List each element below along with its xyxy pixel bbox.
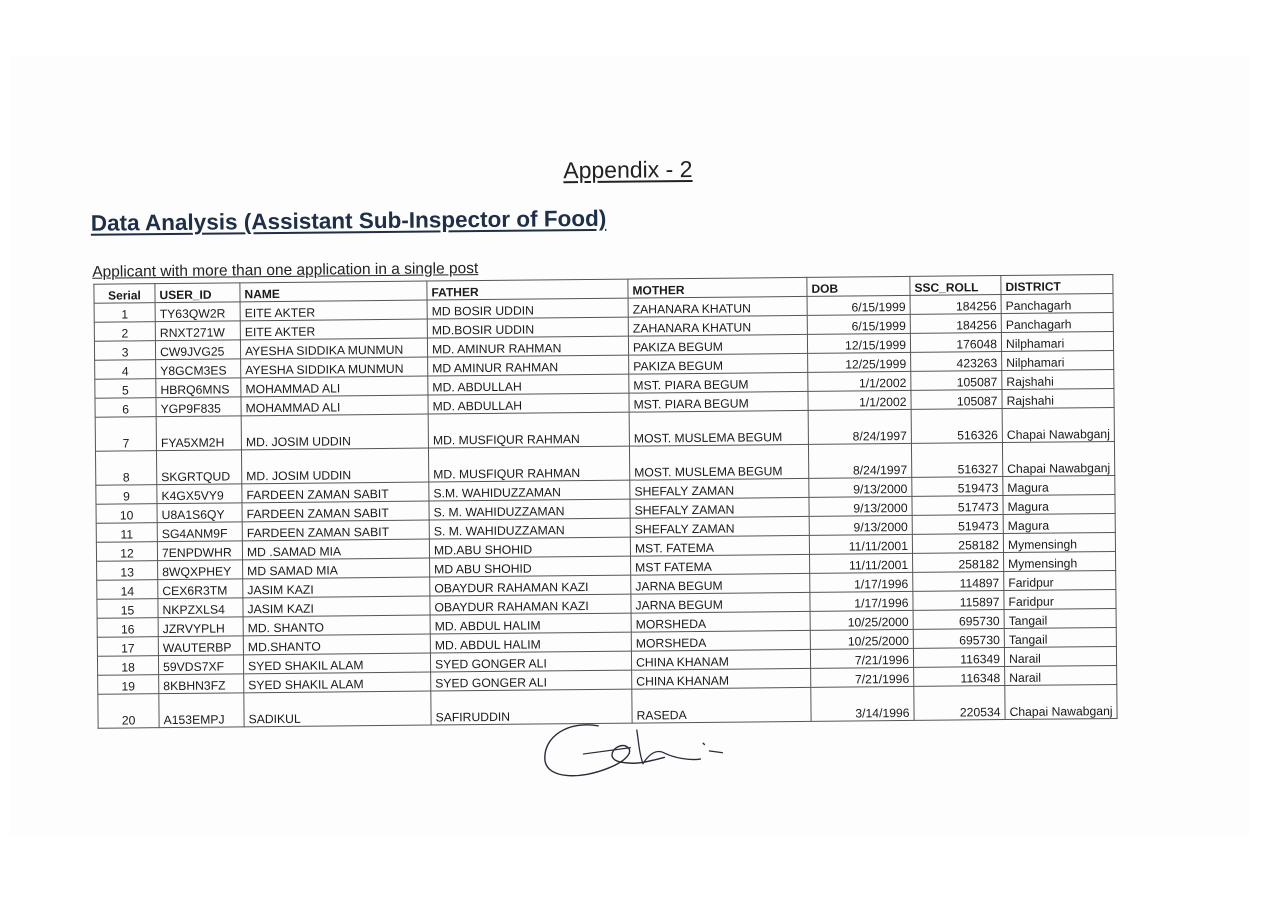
cell-user-id: Y8GCM3ES (156, 359, 241, 379)
cell-ssc-roll: 519473 (912, 477, 1003, 497)
cell-dob: 8/24/1997 (808, 409, 911, 444)
cell-ssc-roll: 695730 (913, 629, 1004, 649)
cell-father: MD. ABDUL HALIM (430, 632, 631, 653)
cell-ssc-roll: 105087 (911, 390, 1002, 410)
cell-father: S.M. WAHIDUZZAMAN (429, 480, 630, 501)
cell-district: Magura (1003, 475, 1115, 495)
cell-name: MD. SHANTO (243, 615, 430, 636)
cell-district: Faridpur (1004, 570, 1116, 590)
cell-user-id: JZRVYPLH (158, 617, 243, 637)
cell-district: Tangail (1004, 608, 1116, 628)
cell-dob: 12/15/1999 (807, 333, 910, 353)
cell-mother: MOST. MUSLEMA BEGUM (629, 444, 808, 480)
cell-district: Chapai Nawabganj (1002, 407, 1114, 442)
cell-name: MOHAMMAD ALI (241, 395, 428, 416)
cell-name: MD. JOSIM UDDIN (241, 414, 428, 450)
cell-dob: 11/11/2001 (809, 534, 912, 554)
cell-dob: 9/13/2000 (809, 496, 912, 516)
cell-dob: 7/21/1996 (811, 667, 914, 687)
cell-district: Nilphamari (1002, 350, 1114, 370)
cell-mother: MORSHEDA (631, 611, 810, 632)
cell-serial: 15 (97, 599, 158, 619)
cell-father: MD AMINUR RAHMAN (428, 355, 629, 376)
column-header-user-id: USER_ID (155, 283, 240, 303)
cell-father: MD.ABU SHOHID (429, 537, 630, 558)
cell-father: OBAYDUR RAHAMAN KAZI (430, 575, 631, 596)
signature (539, 717, 730, 787)
cell-district: Chapai Nawabganj (1005, 684, 1117, 719)
cell-mother: JARNA BEGUM (631, 573, 810, 594)
cell-mother: MORSHEDA (631, 630, 810, 651)
cell-mother: SHEFALY ZAMAN (630, 478, 809, 499)
cell-mother: PAKIZA BEGUM (629, 353, 808, 374)
cell-dob: 11/11/2001 (810, 553, 913, 573)
cell-district: Nilphamari (1001, 331, 1113, 351)
cell-serial: 4 (95, 360, 156, 380)
cell-serial: 20 (98, 694, 159, 729)
cell-dob: 1/17/1996 (810, 591, 913, 611)
cell-ssc-roll: 516327 (911, 443, 1002, 478)
cell-mother: CHINA KHANAM (631, 649, 810, 670)
cell-serial: 16 (97, 618, 158, 638)
cell-name: EITE AKTER (240, 319, 427, 340)
cell-user-id: NKPZXLS4 (158, 598, 243, 618)
column-header-mother: MOTHER (628, 277, 807, 298)
cell-dob: 1/1/2002 (808, 371, 911, 391)
cell-user-id: 7ENPDWHR (157, 541, 242, 561)
cell-father: MD BOSIR UDDIN (427, 298, 628, 319)
cell-dob: 7/21/1996 (810, 648, 913, 668)
cell-user-id: FYA5XM2H (156, 416, 241, 451)
cell-ssc-roll: 258182 (913, 553, 1004, 573)
cell-dob: 10/25/2000 (810, 629, 913, 649)
cell-user-id: A153EMPJ (159, 693, 244, 728)
cell-district: Mymensingh (1003, 532, 1115, 552)
cell-ssc-roll: 116348 (914, 667, 1005, 687)
cell-serial: 1 (94, 303, 155, 323)
cell-district: Panchagarh (1001, 293, 1113, 313)
cell-father: SYED GONGER ALI (431, 670, 632, 691)
cell-serial: 18 (97, 656, 158, 676)
table-caption: Applicant with more than one application in a single post (92, 260, 479, 281)
cell-serial: 7 (95, 417, 156, 452)
cell-name: JASIM KAZI (243, 577, 430, 598)
cell-district: Panchagarh (1001, 312, 1113, 332)
cell-ssc-roll: 423263 (911, 352, 1002, 372)
cell-serial: 10 (96, 504, 157, 524)
cell-mother: PAKIZA BEGUM (628, 334, 807, 355)
cell-name: EITE AKTER (240, 300, 427, 321)
cell-dob: 10/25/2000 (810, 610, 913, 630)
column-header-district: DISTRICT (1001, 274, 1113, 294)
cell-ssc-roll: 184256 (910, 295, 1001, 315)
cell-mother: ZAHANARA KHATUN (628, 315, 807, 336)
cell-name: MOHAMMAD ALI (241, 376, 428, 397)
cell-user-id: CEX6R3TM (158, 579, 243, 599)
cell-mother: MST. FATEMA (630, 535, 809, 556)
table-body (94, 293, 1117, 728)
cell-name: SYED SHAKIL ALAM (244, 672, 431, 693)
cell-name: AYESHA SIDDIKA MUNMUN (240, 338, 427, 359)
cell-mother: MST. PIARA BEGUM (629, 391, 808, 412)
cell-district: Narail (1004, 646, 1116, 666)
cell-ssc-roll: 516326 (911, 409, 1002, 444)
cell-district: Rajshahi (1002, 388, 1114, 408)
cell-ssc-roll: 220534 (914, 686, 1005, 721)
cell-user-id: SKGRTQUD (156, 450, 241, 485)
cell-serial: 2 (94, 322, 155, 342)
cell-district: Mymensingh (1004, 551, 1116, 571)
cell-user-id: WAUTERBP (158, 636, 243, 656)
cell-name: SADIKUL (244, 691, 431, 727)
cell-father: MD. AMINUR RAHMAN (427, 336, 628, 357)
cell-mother: JARNA BEGUM (631, 592, 810, 613)
cell-mother: MST FATEMA (631, 554, 810, 575)
cell-district: Magura (1003, 513, 1115, 533)
cell-name: FARDEEN ZAMAN SABIT (242, 501, 429, 522)
cell-dob: 9/13/2000 (809, 477, 912, 497)
cell-mother: CHINA KHANAM (632, 668, 811, 689)
cell-user-id: TY63QW2R (155, 302, 240, 322)
cell-name: SYED SHAKIL ALAM (243, 653, 430, 674)
cell-father: MD. ABDUL HALIM (430, 613, 631, 634)
cell-ssc-roll: 258182 (912, 534, 1003, 554)
cell-user-id: 59VDS7XF (158, 655, 243, 675)
cell-user-id: RNXT271W (155, 321, 240, 341)
column-header-father: FATHER (427, 279, 628, 300)
cell-user-id: 8KBHN3FZ (159, 674, 244, 694)
cell-ssc-roll: 695730 (913, 610, 1004, 630)
cell-father: MD. MUSFIQUR RAHMAN (428, 446, 629, 482)
cell-mother: ZAHANARA KHATUN (628, 296, 807, 317)
cell-serial: 14 (97, 580, 158, 600)
cell-name: AYESHA SIDDIKA MUNMUN (241, 357, 428, 378)
cell-father: S. M. WAHIDUZZAMAN (429, 518, 630, 539)
cell-mother: MOST. MUSLEMA BEGUM (629, 410, 808, 446)
cell-father: MD ABU SHOHID (430, 556, 631, 577)
cell-father: SAFIRUDDIN (431, 689, 632, 725)
cell-ssc-roll: 115897 (913, 591, 1004, 611)
document-title: Data Analysis (Assistant Sub-Inspector of Food) (90, 205, 607, 236)
cell-user-id: CW9JVG25 (155, 340, 240, 360)
cell-ssc-roll: 184256 (910, 314, 1001, 334)
cell-mother: SHEFALY ZAMAN (630, 516, 809, 537)
cell-user-id: K4GX5VY9 (157, 484, 242, 504)
cell-ssc-roll: 517473 (912, 496, 1003, 516)
cell-name: FARDEEN ZAMAN SABIT (242, 520, 429, 541)
cell-father: MD. ABDULLAH (428, 374, 629, 395)
cell-serial: 5 (95, 379, 156, 399)
cell-serial: 11 (96, 523, 157, 543)
cell-dob: 6/15/1999 (807, 295, 910, 315)
cell-serial: 9 (96, 485, 157, 505)
cell-father: MD.BOSIR UDDIN (427, 317, 628, 338)
cell-ssc-roll: 519473 (912, 515, 1003, 535)
cell-district: Narail (1005, 665, 1117, 685)
cell-ssc-roll: 114897 (913, 572, 1004, 592)
cell-user-id: SG4ANM9F (157, 522, 242, 542)
cell-name: MD.SHANTO (243, 634, 430, 655)
cell-serial: 6 (95, 398, 156, 418)
appendix-label: Appendix - 2 (563, 156, 693, 184)
column-header-dob: DOB (807, 276, 910, 296)
cell-user-id: 8WQXPHEY (158, 560, 243, 580)
cell-dob: 1/17/1996 (810, 572, 913, 592)
cell-serial: 13 (97, 561, 158, 581)
cell-dob: 8/24/1997 (808, 443, 911, 478)
cell-father: S. M. WAHIDUZZAMAN (429, 499, 630, 520)
column-header-serial: Serial (94, 284, 155, 304)
cell-mother: SHEFALY ZAMAN (630, 497, 809, 518)
cell-district: Rajshahi (1002, 369, 1114, 389)
cell-name: MD .SAMAD MIA (242, 539, 429, 560)
cell-dob: 9/13/2000 (809, 515, 912, 535)
cell-dob: 3/14/1996 (811, 686, 914, 721)
cell-dob: 6/15/1999 (807, 314, 910, 334)
cell-serial: 3 (94, 341, 155, 361)
cell-mother: MST. PIARA BEGUM (629, 372, 808, 393)
cell-ssc-roll: 176048 (910, 333, 1001, 353)
cell-serial: 17 (97, 637, 158, 657)
cell-dob: 12/25/1999 (808, 352, 911, 372)
cell-name: MD. JOSIM UDDIN (241, 448, 428, 484)
cell-serial: 12 (96, 542, 157, 562)
cell-name: MD SAMAD MIA (243, 558, 430, 579)
cell-father: SYED GONGER ALI (430, 651, 631, 672)
column-header-ssc-roll: SSC_ROLL (910, 276, 1001, 296)
cell-user-id: U8A1S6QY (157, 503, 242, 523)
cell-ssc-roll: 105087 (911, 371, 1002, 391)
applicant-table (93, 274, 1117, 729)
cell-ssc-roll: 116349 (913, 648, 1004, 668)
cell-serial: 19 (98, 675, 159, 695)
cell-name: JASIM KAZI (243, 596, 430, 617)
cell-father: MD. ABDULLAH (428, 393, 629, 414)
cell-district: Magura (1003, 494, 1115, 514)
cell-name: FARDEEN ZAMAN SABIT (242, 482, 429, 503)
cell-mother: RASEDA (632, 687, 811, 723)
cell-father: MD. MUSFIQUR RAHMAN (428, 412, 629, 448)
cell-user-id: YGP9F835 (156, 397, 241, 417)
cell-father: OBAYDUR RAHAMAN KAZI (430, 594, 631, 615)
cell-district: Tangail (1004, 627, 1116, 647)
cell-district: Chapai Nawabganj (1002, 441, 1114, 476)
column-header-name: NAME (240, 281, 427, 302)
cell-serial: 8 (95, 451, 156, 486)
cell-district: Faridpur (1004, 589, 1116, 609)
cell-dob: 1/1/2002 (808, 390, 911, 410)
cell-user-id: HBRQ6MNS (156, 378, 241, 398)
